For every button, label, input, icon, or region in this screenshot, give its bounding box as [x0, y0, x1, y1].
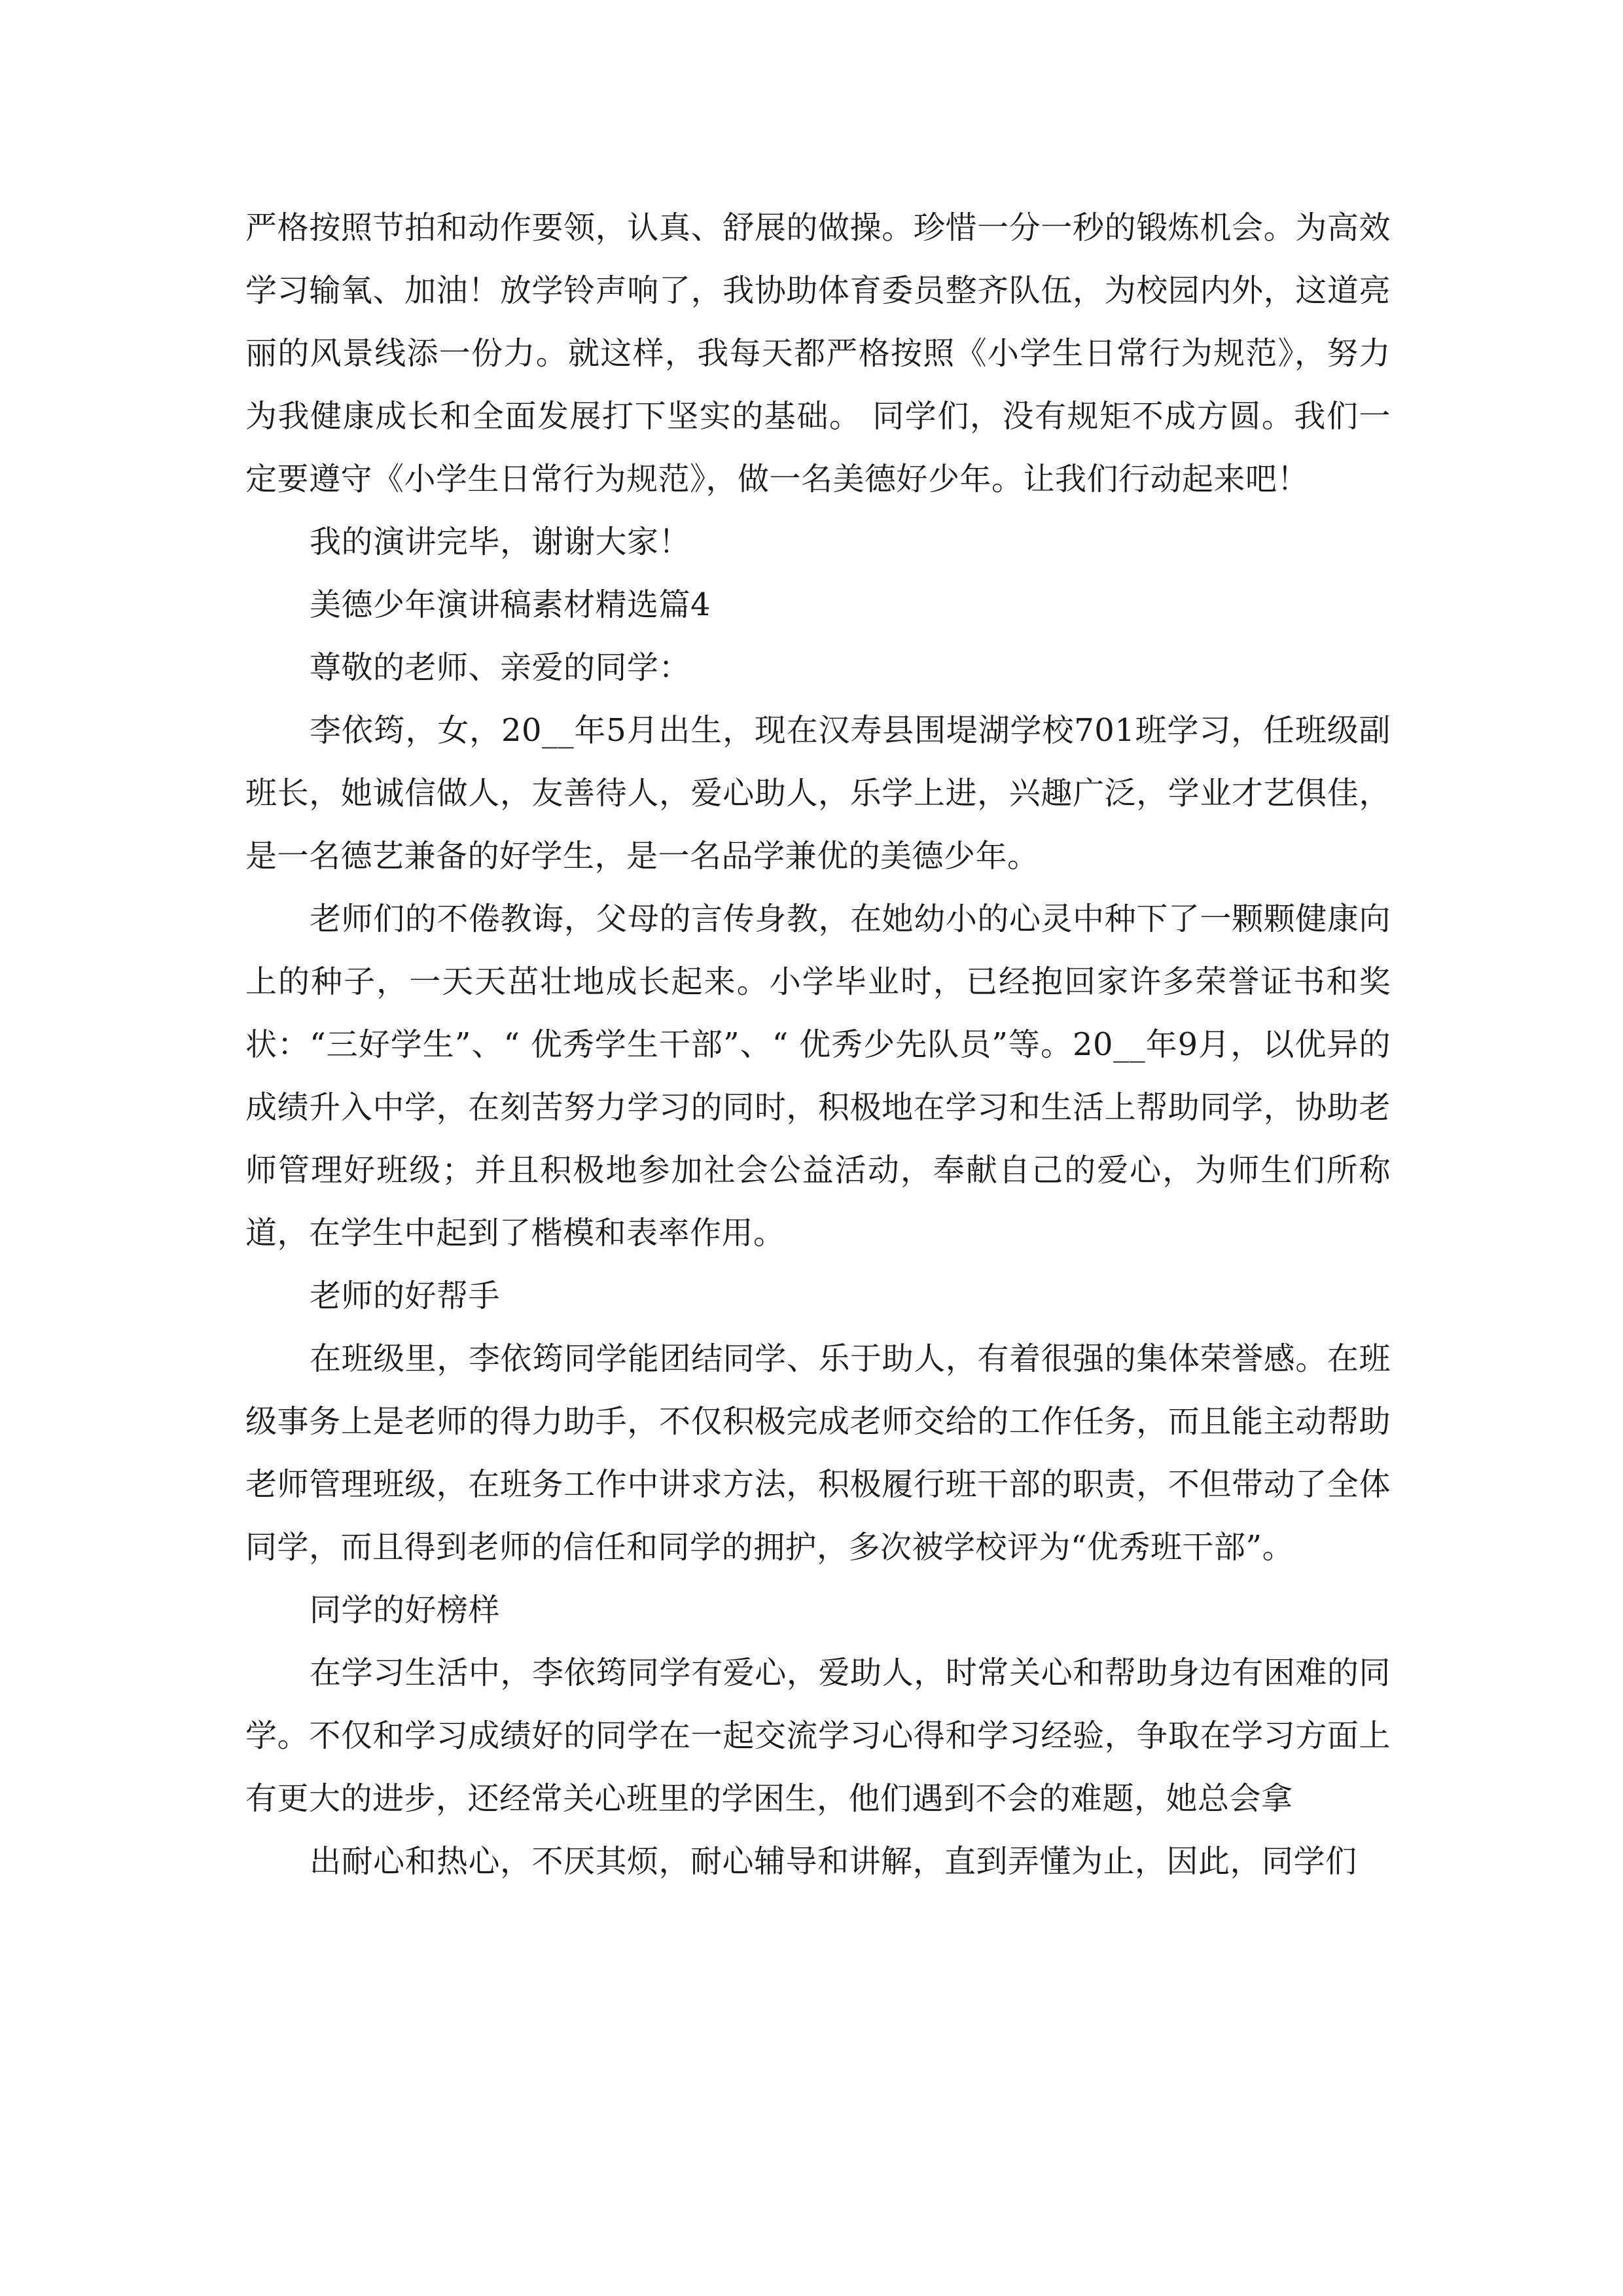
paragraph-1: 严格按照节拍和动作要领，认真、舒展的做操。珍惜一分一秒的锻炼机会。为高效学习输氧、加油！放学铃声响了，我协助体育委员整齐队伍，为校园内外，这道亮丽的风景线添一份力。就这样，我每天都严格按照《小学生日常行为规范》，努力为我健康成长和全面发展打下坚实的基础。 同学们，没有规矩不成方圆。我们一定要遵守《小学生日常行为规范》，做一名美德好少年。让我们行动起来吧！: [245, 209, 1391, 497]
subheading-role-model: 同学的好榜样: [310, 1592, 501, 1628]
document-body: [245, 196, 1391, 1893]
paragraph-6: 老师们的不倦教诲，父母的言传身教，在她幼小的心灵中种下了一颗颗健康向上的种子，一天天茁壮地成长起来。小学毕业时，已经抱回家许多荣誉证书和奖状：“三好学生”、“ 优秀学生干部”、“ 优秀少先队员”等。20__年9月，以优异的成绩升入中学，在刻苦努力学习的同时，积极地在学习和生活上帮助同学，协助老师管理好班级；并且积极地参加社会公益活动，奉献自己的爱心，为师生们所称道，在学生中起到了楷模和表率作用。: [245, 901, 1391, 1251]
subheading-teacher-helper: 老师的好帮手: [310, 1278, 501, 1314]
paragraph-10: 在学习生活中，李依筠同学有爱心，爱助人，时常关心和帮助身边有困难的同学。不仅和学习成绩好的同学在一起交流学习心得和学习经验，争取在学习方面上有更大的进步，还经常关心班里的学困生，他们遇到不会的难题，她总会拿: [245, 1655, 1391, 1817]
salutation: 尊敬的老师、亲爱的同学：: [310, 649, 691, 686]
section-title: 美德少年演讲稿素材精选篇4: [310, 586, 711, 623]
paragraph-5: 李依筠，女，20__年5月出生，现在汉寿县围堤湖学校701班学习，任班级副班长，她诚信做人，友善待人，爱心助人，乐学上进，兴趣广泛，学业才艺俱佳，是一名德艺兼备的好学生，是一名品学兼优的美德少年。: [245, 712, 1391, 874]
paragraph-11: 出耐心和热心，不厌其烦，耐心辅导和讲解，直到弄懂为止，因此，同学们: [310, 1843, 1357, 1880]
paragraph-2: 我的演讲完毕，谢谢大家！: [310, 524, 691, 560]
paragraph-8: 在班级里，李依筠同学能团结同学、乐于助人，有着很强的集体荣誉感。在班级事务上是老师的得力助手，不仅积极完成老师交给的工作任务，而且能主动帮助老师管理班级，在班务工作中讲求方法，积极履行班干部的职责，不但带动了全体同学，而且得到老师的信任和同学的拥护，多次被学校评为“优秀班干部”。: [245, 1340, 1391, 1566]
